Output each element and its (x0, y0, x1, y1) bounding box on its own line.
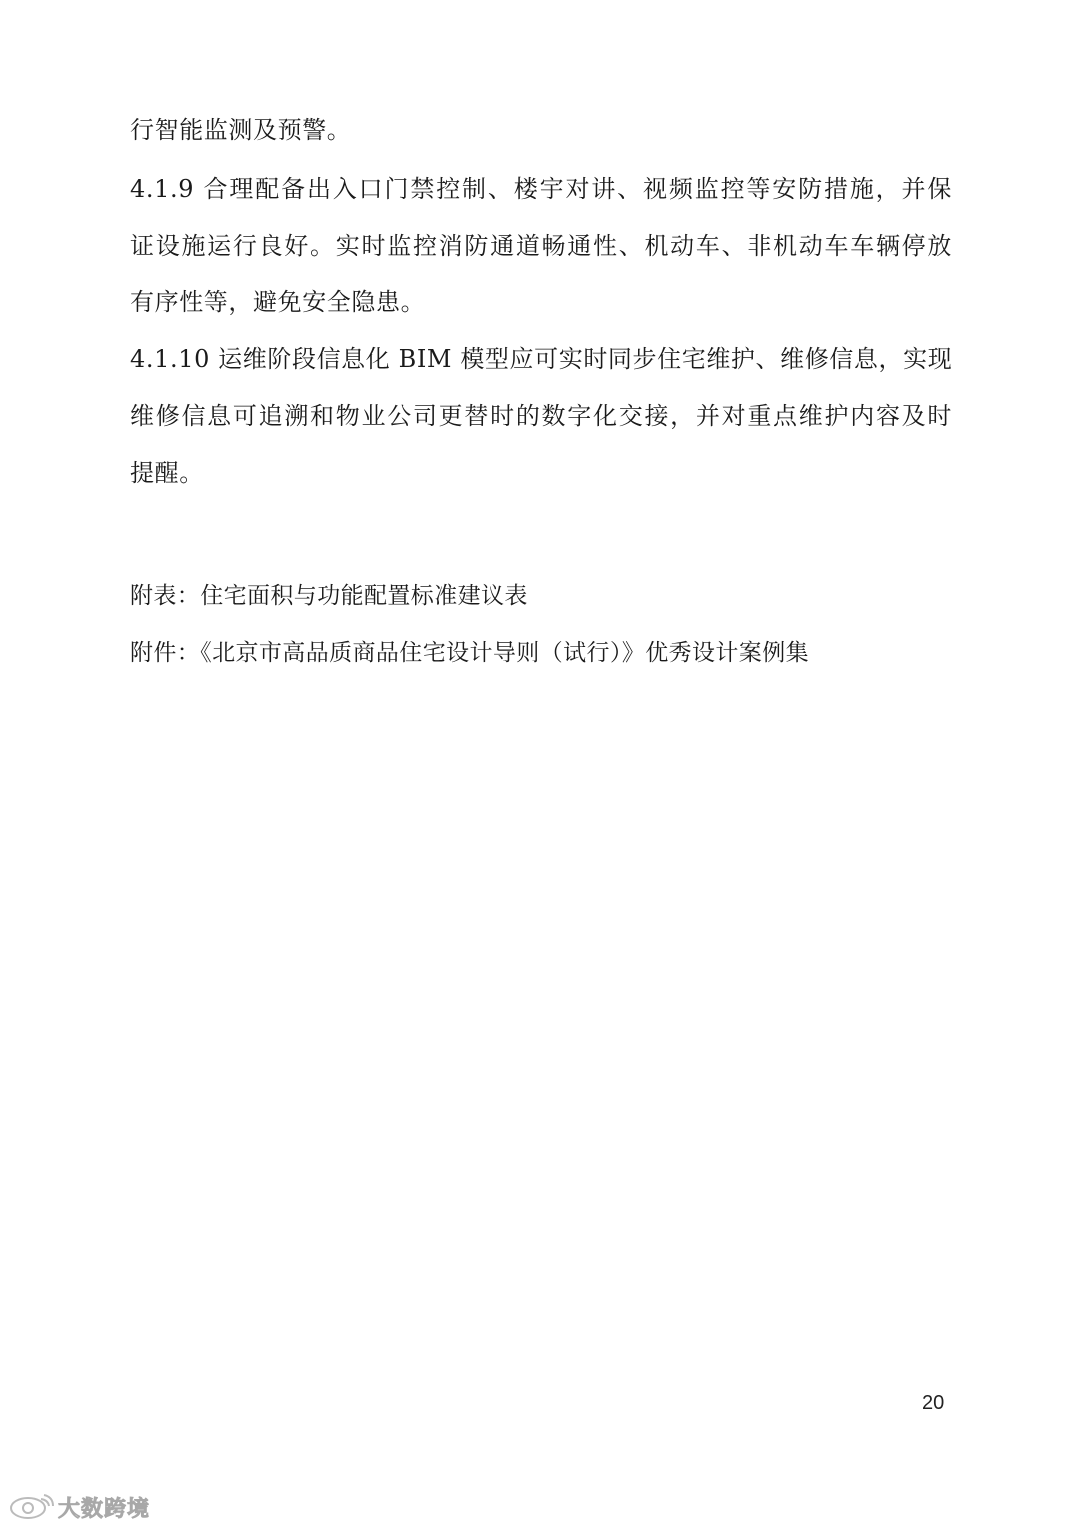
attachment-annex-line: 附件：《北京市高品质商品住宅设计导则（试行）》优秀设计案例集 (130, 640, 809, 666)
weibo-eye-logo-icon (8, 1494, 54, 1520)
watermark-text: 大数跨境 (58, 1496, 151, 1522)
page-number: 20 (922, 1392, 945, 1414)
clause-4-1-10-line-3: 提醒。 (130, 459, 204, 487)
clause-4-1-10-line-1: 4.1.10 运维阶段信息化 BIM 模型应可实时同步住宅维护、维修信息，实现 (130, 345, 953, 373)
clause-4-1-9-line-1: 4.1.9 合理配备出入口门禁控制、楼宇对讲、视频监控等安防措施，并保 (130, 175, 952, 203)
attachment-table-line: 附表：住宅面积与功能配置标准建议表 (130, 583, 528, 609)
body-line-1: 行智能监测及预警。 (130, 116, 352, 144)
clause-4-1-9-line-3: 有序性等，避免安全隐患。 (130, 288, 426, 316)
watermark (8, 1492, 150, 1522)
clause-4-1-9-line-2: 证设施运行良好。实时监控消防通道畅通性、机动车、非机动车车辆停放 (130, 232, 952, 260)
clause-4-1-10-line-2: 维修信息可追溯和物业公司更替时的数字化交接，并对重点维护内容及时 (130, 402, 952, 430)
